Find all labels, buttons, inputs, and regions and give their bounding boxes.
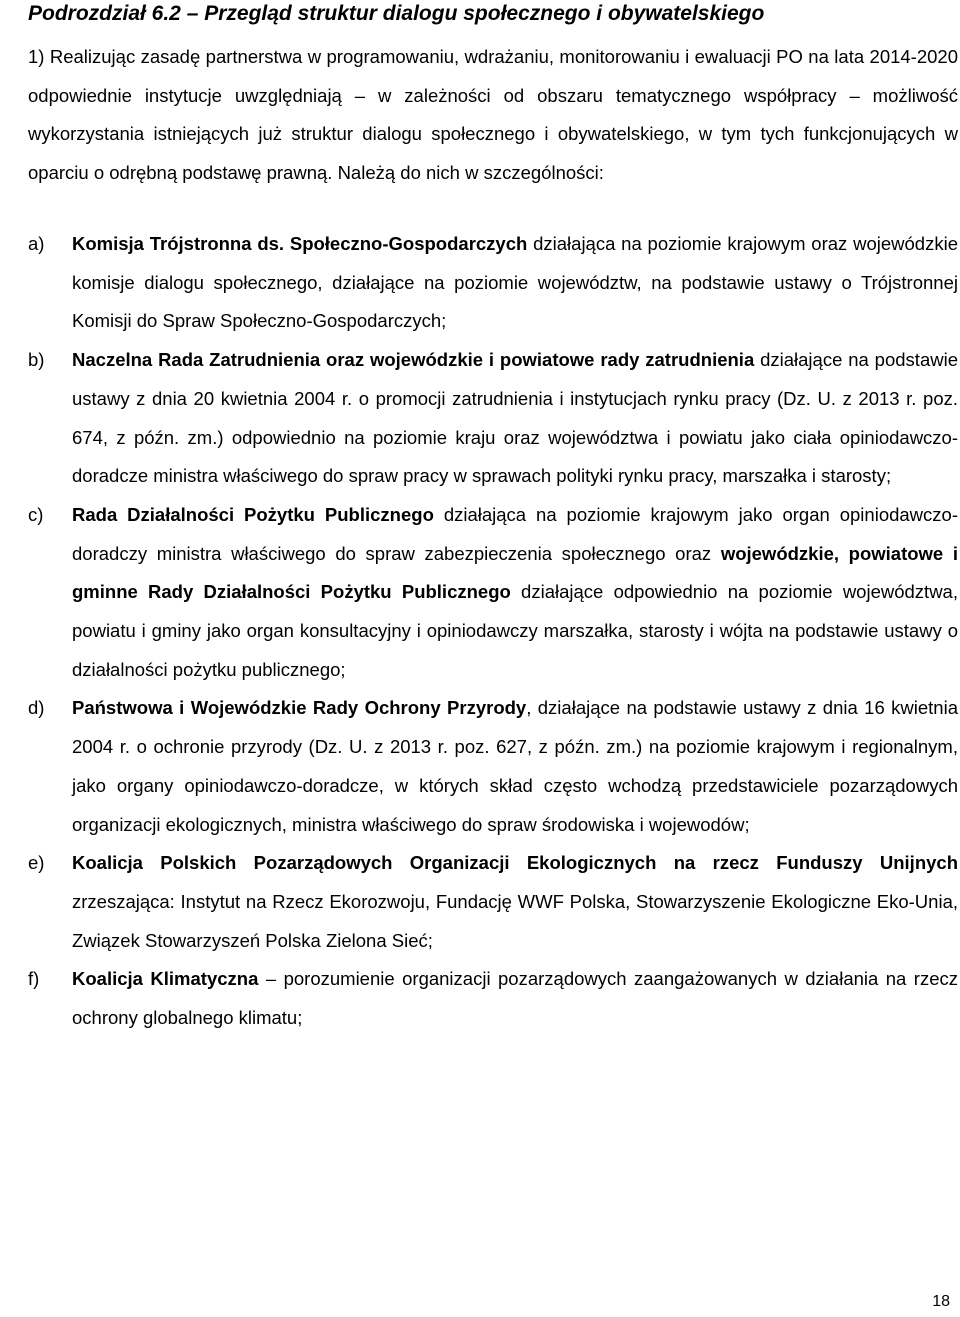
item-text: – porozumienie organizacji pozarządowych zaangażowanych w działania na rzecz ochrony globalnego klimatu; [72,968,958,1029]
item-title: Koalicja Polskich Pozarządowych Organizacji Ekologicznych na rzecz Funduszy Unijnych [72,852,958,874]
list-item-a [28,225,958,341]
list-marker: a) [28,233,45,254]
intro-paragraph: 1) Realizując zasadę partnerstwa w programowaniu, wdrażaniu, monitorowaniu i ewaluacji PO na lata 2014-2020 odpowiednie instytucje uwzględniają – w zależności od obszaru tematycznego współpracy – możliwość wykorzystania istniejących już struktur dialogu społecznego i obywatelskiego, w tym tych funkcjonujących w oparciu o odrębną podstawę prawną. Należą do nich w szczególności: [28,46,958,184]
item-title: Państwowa i Wojewódzkie Rady Ochrony Przyrody [72,697,527,719]
item-title: Naczelna Rada Zatrudnienia oraz wojewódzkie i powiatowe rady zatrudnienia [72,349,755,371]
list-item-e [28,844,958,960]
list-item-b [28,341,958,496]
list-marker: b) [28,349,45,371]
page-number: 18 [932,1293,950,1310]
item-text: działające na podstawie ustawy z dnia 20 kwietnia 2004 r. o promocji zatrudnienia i instytucjach rynku pracy (Dz. U. z 2013 r. poz. 674, z późn. zm.) odpowiednio na poziomie kraju oraz województwa i powiatu jako ciała opiniodawczo-doradcze ministra właściwego do spraw pracy w sprawach polityki rynku pracy, marszałka i starosty; [72,349,958,487]
item-title-secondary: wojewódzkie, powiatowe i gminne Rady Działalności Pożytku Publicznego [72,542,958,603]
item-title: Rada Działalności Pożytku Publicznego [72,503,434,525]
list-item-d [28,689,958,844]
section-heading: Podrozdział 6.2 – Przegląd struktur dialogu społecznego i obywatelskiego [28,2,765,25]
item-title: Koalicja Klimatyczna [72,968,259,990]
list-marker: f) [28,968,40,990]
item-title: Komisja Trójstronna ds. Społeczno-Gospodarczych [72,233,528,254]
item-text: działająca na poziomie krajowym jako organ opiniodawczo-doradczy ministra właściwego do spraw zabezpieczenia społecznego oraz [72,503,958,564]
list-item-f [28,960,958,1037]
item-text: , działające na podstawie ustawy z dnia 16 kwietnia 2004 r. o ochronie przyrody (Dz. U. z 2013 r. poz. 627, z późn. zm.) na poziomie krajowym i regionalnym, jako organy opiniodawczo-doradcze, w których skład często wchodzą przedstawiciele pozarządowych organizacji ekologicznych, ministra właściwego do spraw środowiska i wojewodów; [72,697,958,835]
list-item-c [28,496,958,690]
list-marker: e) [28,852,45,874]
structures-list [28,225,958,1038]
list-marker: d) [28,697,45,719]
item-text: zrzeszająca: Instytut na Rzecz Ekorozwoju, Fundację WWF Polska, Stowarzyszenie Ekologiczne Eko-Unia, Związek Stowarzyszeń Polska Zielona Sieć; [72,890,958,951]
item-text: działająca na poziomie krajowym oraz wojewódzkie komisje dialogu społecznego, działające na poziomie województw, na podstawie ustawy o Trójstronnej Komisji do Spraw Społeczno-Gospodarczych; [72,233,958,332]
list-marker: c) [28,503,44,525]
item-text-secondary: działające odpowiednio na poziomie województwa, powiatu i gminy jako organ konsultacyjny i opiniodawczy marszałka, starosty i wójta na podstawie ustawy o działalności pożytku publicznego; [72,581,958,680]
